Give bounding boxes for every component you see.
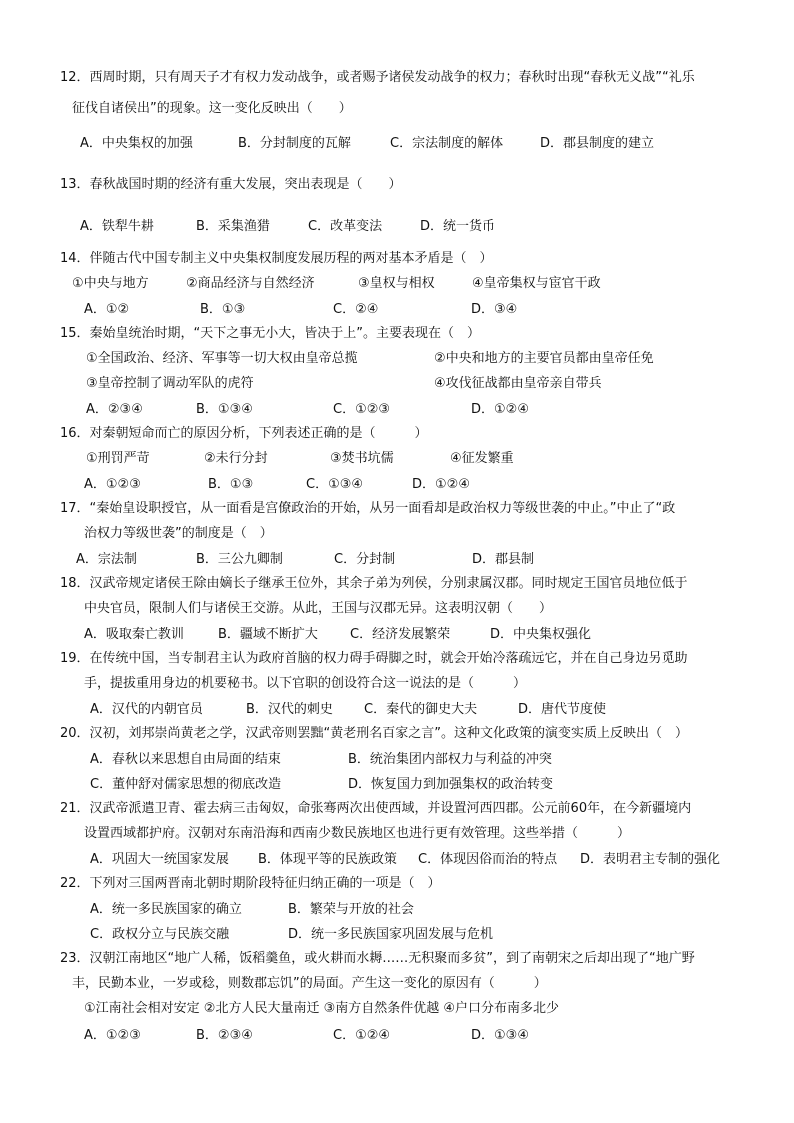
question-16-option-d[interactable]: D．①②④ <box>412 477 470 492</box>
question-14-option-b[interactable]: B．①③ <box>200 302 246 317</box>
question-23-stem-line-2: 丰，民勤本业，一岁或稔，则数郡忘饥”的局面。产生这一变化的原因有（ ） <box>72 976 547 991</box>
question-20-option-a[interactable]: A．春秋以来思想自由局面的结束 <box>90 752 281 767</box>
question-22-option-d[interactable]: D．统一多民族国家巩固发展与危机 <box>288 927 494 942</box>
question-15-item-1: ①全国政治、经济、军事等一切大权由皇帝总揽 <box>86 351 358 366</box>
question-19-option-c[interactable]: C．秦代的御史大夫 <box>364 702 478 717</box>
question-17-stem-line-1: 17．“秦始皇设职授官，从一面看是宫僚政治的开始，从另一面看却是政治权力等级世袭的中止。”中止了“政 <box>60 501 676 516</box>
question-12-option-b[interactable]: B．分封制度的瓦解 <box>238 136 351 151</box>
question-15-option-a[interactable]: A．②③④ <box>86 402 143 417</box>
question-20-option-b[interactable]: B．统治集团内部权力与利益的冲突 <box>348 752 552 767</box>
question-17-option-c[interactable]: C．分封制 <box>334 552 396 567</box>
question-14-item-1: ①中央与地方 <box>72 276 149 291</box>
question-12-option-c[interactable]: C．宗法制度的解体 <box>390 136 504 151</box>
question-14-option-c[interactable]: C．②④ <box>333 302 379 317</box>
question-21-option-d[interactable]: D．表明君主专制的强化 <box>580 852 721 867</box>
question-15-option-c[interactable]: C．①②③ <box>333 402 391 417</box>
question-15-stem: 15．秦始皇统治时期，“天下之事无小大，皆决于上”。主要表现在（ ） <box>60 326 481 341</box>
question-23-option-b[interactable]: B．②③④ <box>196 1028 253 1043</box>
question-21-option-a[interactable]: A．巩固大一统国家发展 <box>90 852 229 867</box>
question-13-option-a[interactable]: A．铁犁牛耕 <box>80 219 154 234</box>
question-21-option-c[interactable]: C．体现因俗而治的特点 <box>418 852 558 867</box>
question-19-option-a[interactable]: A．汉代的内朝官员 <box>90 702 203 717</box>
question-22-option-c[interactable]: C．政权分立与民族交融 <box>90 927 230 942</box>
question-15-option-b[interactable]: B．①③④ <box>196 402 253 417</box>
question-16-option-c[interactable]: C．①③④ <box>306 477 364 492</box>
question-14-option-a[interactable]: A．①② <box>84 302 130 317</box>
question-17-option-b[interactable]: B．三公九卿制 <box>196 552 283 567</box>
question-22-option-a[interactable]: A．统一多民族国家的确立 <box>90 902 242 917</box>
question-14-option-d[interactable]: D．③④ <box>471 302 518 317</box>
question-19-stem-line-1: 19．在传统中国，当专制君主认为政府首脑的权力碍手碍脚之时，就会开始冷落疏远它，并在自己身边另觅助 <box>60 651 688 666</box>
question-20-stem: 20．汉初，刘邦崇尚黄老之学，汉武帝则罢黜“黄老刑名百家之言”。这种文化政策的演变实质上反映出（ ） <box>60 726 689 741</box>
question-18-stem-line-2: 中央官员，限制人们与诸侯王交游。从此，王国与汉郡无异。这表明汉朝（ ） <box>84 601 553 616</box>
question-18-option-c[interactable]: C．经济发展繁荣 <box>350 627 451 642</box>
question-15-item-2: ②中央和地方的主要官员都由皇帝任免 <box>434 351 654 366</box>
question-16-item-4: ④征发繁重 <box>450 451 514 466</box>
question-19-stem-line-2: 手，提拔重用身边的机要秘书。以下官职的创设符合这一说法的是（ ） <box>84 676 527 691</box>
question-19-option-d[interactable]: D．唐代节度使 <box>518 702 607 717</box>
question-18-option-d[interactable]: D．中央集权强化 <box>490 627 592 642</box>
question-15-item-3: ③皇帝控制了调动军队的虎符 <box>86 376 254 391</box>
question-15-item-4: ④攻伐征战都由皇帝亲自带兵 <box>434 376 602 391</box>
question-14-item-2: ②商品经济与自然经济 <box>186 276 315 291</box>
question-16-item-3: ③焚书坑儒 <box>330 451 394 466</box>
question-13-option-c[interactable]: C．改革变法 <box>308 219 383 234</box>
question-16-stem: 16．对秦朝短命而亡的原因分析，下列表述正确的是（ ） <box>60 426 428 441</box>
question-23-items: ①江南社会相对安定 ②北方人民大量南迁 ③南方自然条件优越 ④户口分布南多北少 <box>84 1001 560 1016</box>
question-12-stem-line-1: 12．西周时期，只有周天子才有权力发动战争，或者赐予诸侯发动战争的权力；春秋时出现“春秋无义战”“礼乐 <box>60 70 695 85</box>
question-12-stem-line-2: 征伐自诸侯出”的现象。这一变化反映出（ ） <box>72 101 352 116</box>
question-23-option-d[interactable]: D．①③④ <box>471 1028 529 1043</box>
question-17-option-d[interactable]: D．郡县制 <box>472 552 535 567</box>
question-14-stem: 14．伴随古代中国专制主义中央集权制度发展历程的两对基本矛盾是（ ） <box>60 251 493 266</box>
question-17-option-a[interactable]: A．宗法制 <box>76 552 137 567</box>
question-16-item-1: ①刑罚严苛 <box>86 451 150 466</box>
question-21-stem-line-1: 21．汉武帝派遣卫青、霍去病三击匈奴，命张骞两次出使西域，并设置河西四郡。公元前60年，在今新疆境内 <box>60 801 692 816</box>
question-15-option-d[interactable]: D．①②④ <box>471 402 529 417</box>
question-14-item-3: ③皇权与相权 <box>358 276 435 291</box>
question-18-stem-line-1: 18．汉武帝规定诸侯王除由嫡长子继承王位外，其余子弟为列侯，分别隶属汉郡。同时规定王国官员地位低于 <box>60 576 688 591</box>
question-16-option-b[interactable]: B．①③ <box>208 477 254 492</box>
question-13-stem: 13．春秋战国时期的经济有重大发展，突出表现是（ ） <box>60 177 402 192</box>
question-21-option-b[interactable]: B．体现平等的民族政策 <box>258 852 397 867</box>
question-17-stem-line-2: 治权力等级世袭”的制度是（ ） <box>84 526 273 541</box>
question-19-option-b[interactable]: B．汉代的刺史 <box>246 702 333 717</box>
question-22-stem: 22．下列对三国两晋南北朝时期阶段特征归纳正确的一项是（ ） <box>60 876 441 891</box>
question-23-stem-line-1: 23．汉朝江南地区“地广人稀，饭稻羹鱼，或火耕而水耨……无积聚而多贫”，到了南朝宋之后却出现了“地广野 <box>60 951 695 966</box>
question-18-option-a[interactable]: A．吸取秦亡教训 <box>84 627 184 642</box>
question-23-option-a[interactable]: A．①②③ <box>84 1028 141 1043</box>
question-16-item-2: ②未行分封 <box>204 451 268 466</box>
question-21-stem-line-2: 设置西域都护府。汉朝对东南沿海和西南少数民族地区也进行更有效管理。这些举措（ ） <box>84 826 631 841</box>
question-12-option-a[interactable]: A．中央集权的加强 <box>80 136 193 151</box>
question-14-item-4: ④皇帝集权与宦官干政 <box>472 276 601 291</box>
question-20-option-d[interactable]: D．恢复国力到加强集权的政治转变 <box>348 777 554 792</box>
question-12-option-d[interactable]: D．郡县制度的建立 <box>540 136 655 151</box>
question-18-option-b[interactable]: B．疆域不断扩大 <box>218 627 318 642</box>
question-13-option-b[interactable]: B．采集渔猎 <box>196 219 270 234</box>
question-16-option-a[interactable]: A．①②③ <box>84 477 141 492</box>
question-20-option-c[interactable]: C．董仲舒对儒家思想的彻底改造 <box>90 777 282 792</box>
question-13-option-d[interactable]: D．统一货币 <box>420 219 496 234</box>
question-23-option-c[interactable]: C．①②④ <box>333 1028 391 1043</box>
question-22-option-b[interactable]: B．繁荣与开放的社会 <box>288 902 414 917</box>
